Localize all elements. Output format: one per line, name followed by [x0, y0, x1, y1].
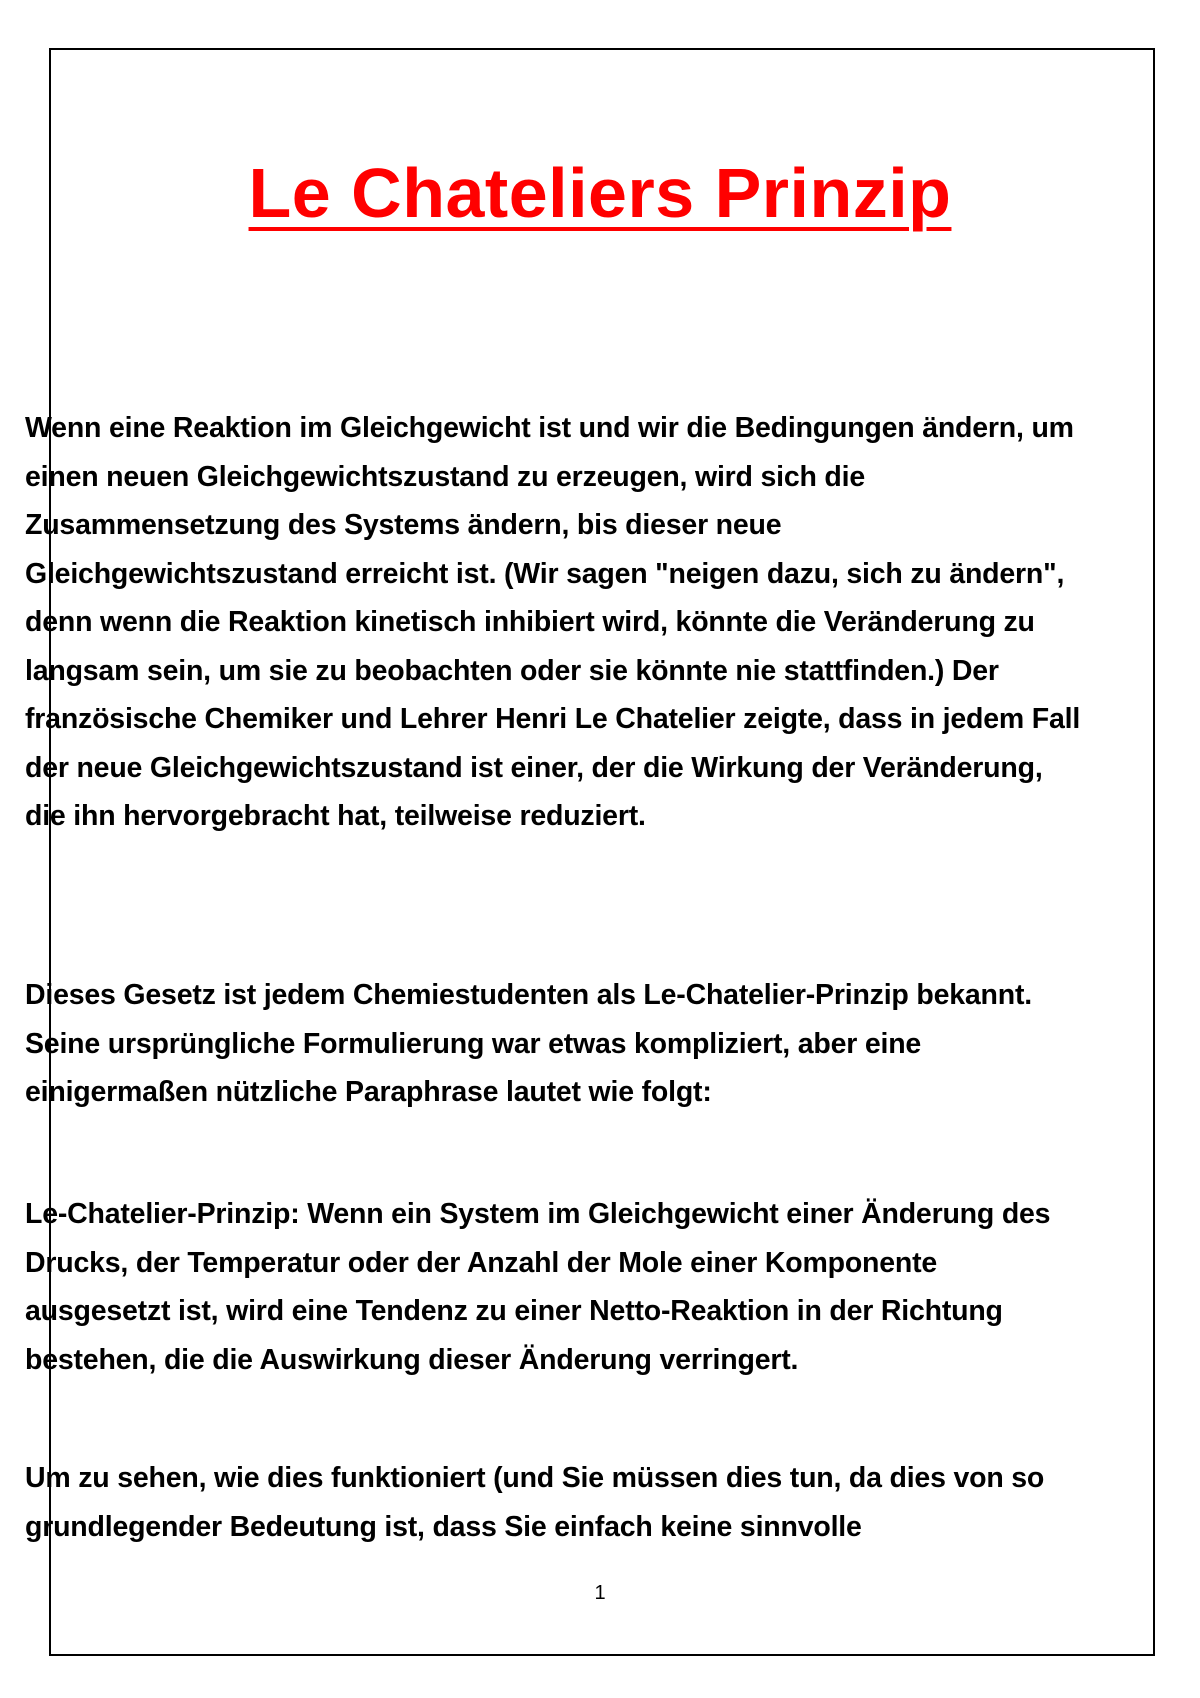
page-border	[49, 48, 1155, 1656]
paragraph-continuation: Um zu sehen, wie dies funktioniert (und Sie müssen dies tun, da dies von so grundlegender Bedeutung ist, dass Sie einfach keine sinnvolle	[25, 1462, 1045, 1543]
document-title: Le Chateliers Prinzip	[248, 154, 952, 232]
paragraph-principle: Le-Chatelier-Prinzip: Wenn ein System im Gleichgewicht einer Änderung des Drucks, der Temperatur oder der Anzahl der Mole einer Komponente ausgesetzt ist, wird eine Tendenz zu einer Netto-Reaktion in der Richtung bestehen, die die Auswirkung dieser Änderung verringert.	[25, 1198, 1051, 1376]
paragraph-law: Dieses Gesetz ist jedem Chemiestudenten als Le-Chatelier-Prinzip bekannt. Seine ursprüngliche Formulierung war etwas kompliziert, aber eine einigermaßen nützliche Paraphrase lautet wie folgt:	[25, 979, 1032, 1108]
page-number: 1	[594, 1582, 606, 1604]
paragraph-intro: Wenn eine Reaktion im Gleichgewicht ist und wir die Bedingungen ändern, um einen neuen Gleichgewichtszustand zu erzeugen, wird sich die Zusammensetzung des Systems ändern, bis dieser neue Gleichgewichtszustand erreicht ist. (Wir sagen "neigen dazu, sich zu ändern", denn wenn die Reaktion kinetisch inhibiert wird, könnte die Veränderung zu langsam sein, um sie zu beobachten oder sie könnte nie stattfinden.) Der französische Chemiker und Lehrer Henri Le Chatelier zeigte, dass in jedem Fall der neue Gleichgewichtszustand ist einer, der die Wirkung der Veränderung, die ihn hervorgebracht hat, teilweise reduziert.	[25, 412, 1081, 832]
